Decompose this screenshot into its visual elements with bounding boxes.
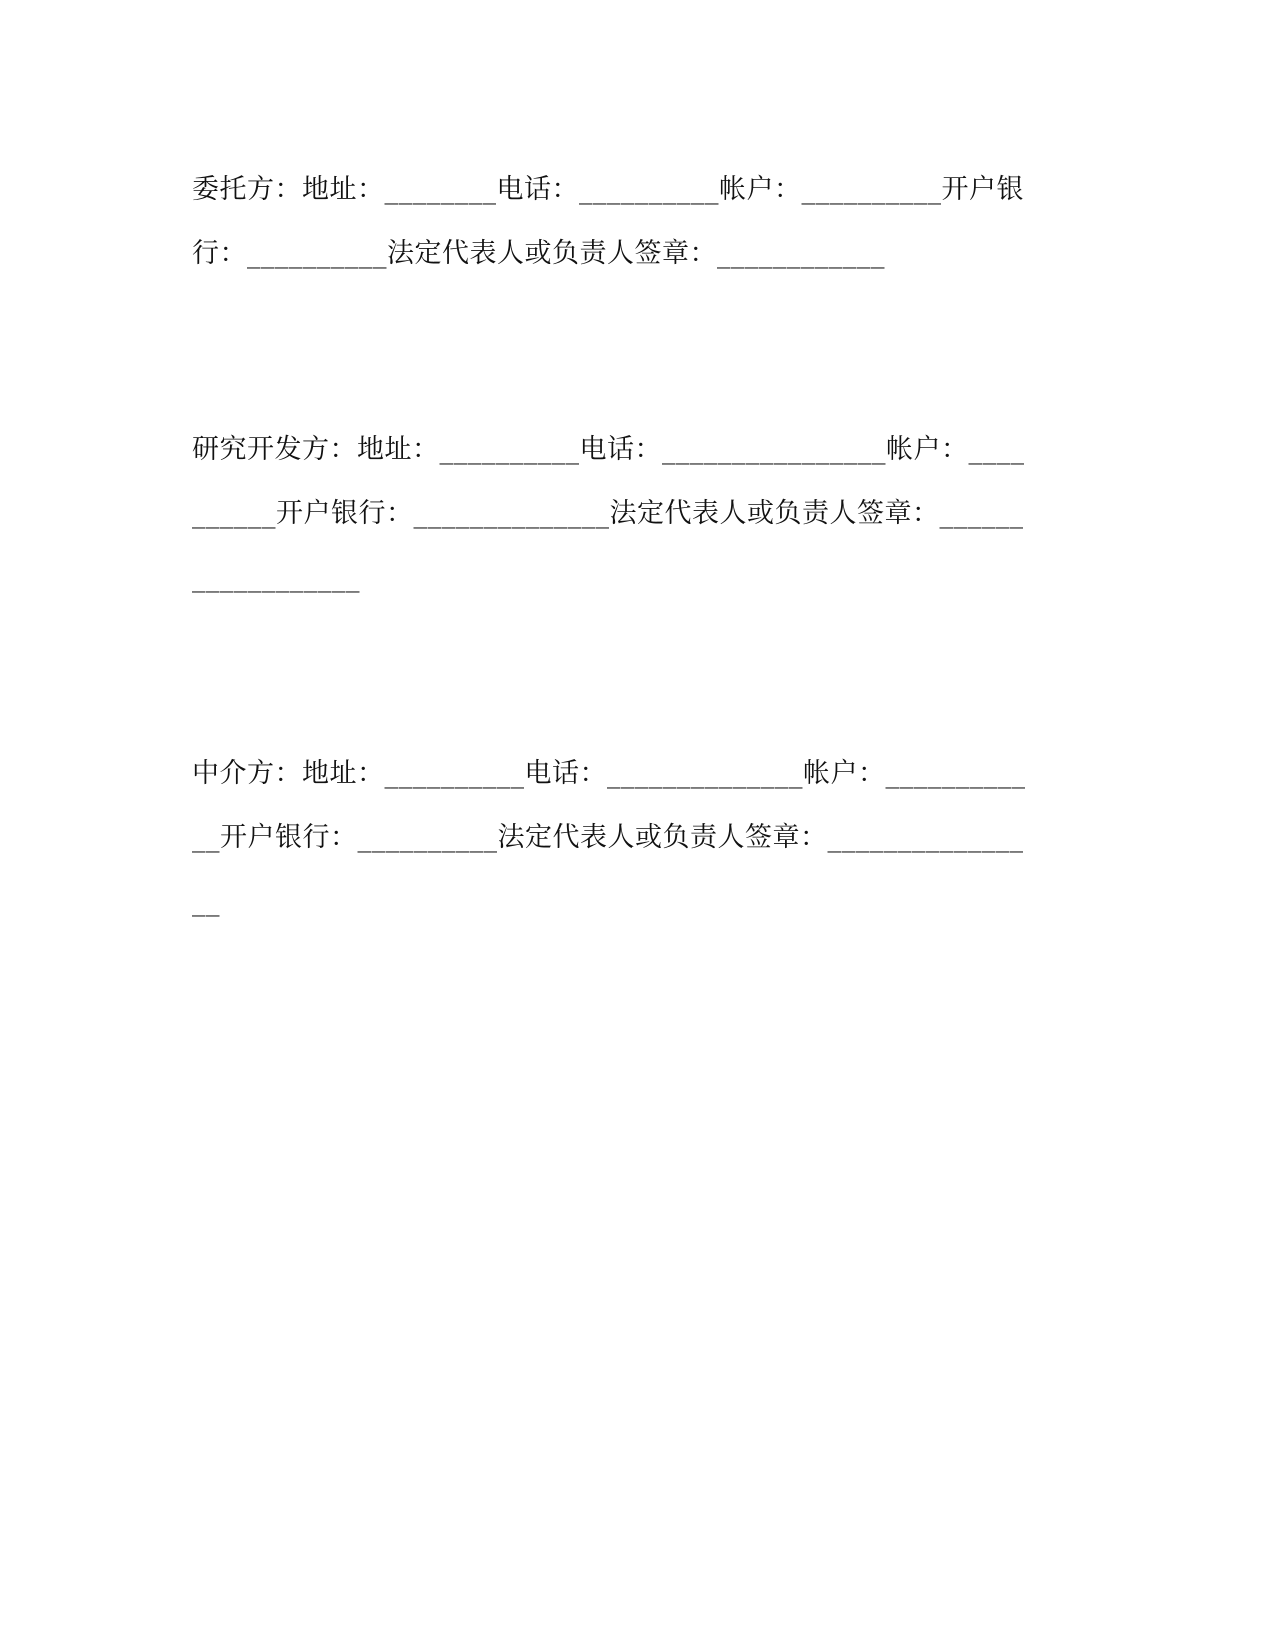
intermediary-party-line-2: __开户银行：__________法定代表人或负责人签章：______________ (192, 822, 1024, 853)
client-party-line-1: 委托方：地址：________电话：__________帐户：__________开户银 (192, 174, 1024, 205)
client-party-line-2: 行：__________法定代表人或负责人签章：____________ (192, 238, 885, 269)
developer-party-line-1: 研究开发方：地址：__________电话：________________帐户：____ (192, 434, 1025, 465)
intermediary-party-line-3: __ (192, 886, 220, 917)
intermediary-party-line-1: 中介方：地址：__________电话：______________帐户：__________ (192, 758, 1026, 789)
developer-party-line-2: ______开户银行：______________法定代表人或负责人签章：______ (192, 498, 1024, 529)
developer-party-line-3: ____________ (192, 562, 360, 593)
